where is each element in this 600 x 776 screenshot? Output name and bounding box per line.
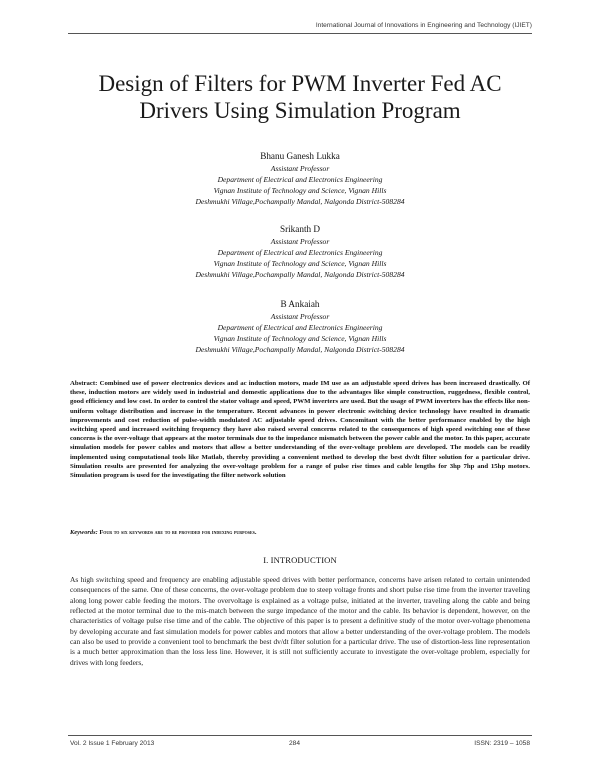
footer-issn: ISSN: 2319 – 1058 <box>474 740 530 747</box>
footer-page-number: 284 <box>289 740 301 747</box>
author-name: B Ankaiah <box>280 299 320 309</box>
author-institute: Vignan Institute of Technology and Science, Vignan Hills <box>213 259 387 268</box>
author-block-1 <box>60 150 540 207</box>
journal-header: International Journal of Innovations in Engineering and Technology (IJIET) <box>315 22 532 29</box>
abstract-text: Combined use of power electronics devices and ac induction motors, made IM use as an adjustable speed drives has been increased drastically. Of these, induction motors are widely used in industrial and domestic applications due to the advantages like simple construction, ruggedness, flexible control, good efficiency and low cost. In order to control the stator voltage and speed, PWM inverters are used. But the usage of PWM inverters has the effects like non-uniform voltage distribution and increase in the temperature. Recent advances in power electronic switching device technology have resulted in dramatic improvements and cost reduction of pulse-width modulated AC adjustable speed drives. Concomitant with the better performance enabled by the high switching speed and increased switching frequency they have also raised several concerns related to the consequences of high speed switching one of these concerns is the over-voltage that appears at the motor terminals due to the impedance mismatch between the power cable and the motor. In this paper, accurate simulation models for power cables and motors that allow a better understanding of the over-voltage problem are developed. The models can be readily implemented using computational tools like Matlab, thereby providing a convenient method to develop the best dv/dt filter solution for a particular drive. Simulation results are presented for analyzing the over-voltage problem for a range of pulse rise times and cable lengths for 3hp 7hp and 15hp motors. Simulation program is used for the investigating the filter network solution <box>70 380 530 480</box>
paper-title <box>60 70 540 124</box>
abstract-label: Abstract: <box>70 380 98 387</box>
author-institute: Vignan Institute of Technology and Science, Vignan Hills <box>213 186 387 195</box>
keywords <box>70 529 530 536</box>
footer-volume: Vol. 2 Issue 1 February 2013 <box>70 740 155 747</box>
author-department: Department of Electrical and Electronics Engineering <box>217 248 383 257</box>
author-name: Bhanu Ganesh Lukka <box>260 151 340 161</box>
header-divider <box>68 33 532 34</box>
author-department: Department of Electrical and Electronics Engineering <box>217 323 383 332</box>
author-address: Deshmukhi Village,Pochampally Mandal, Nalgonda District-508284 <box>195 270 405 279</box>
abstract <box>70 379 530 480</box>
author-institute: Vignan Institute of Technology and Science, Vignan Hills <box>213 334 387 343</box>
introduction-paragraph: As high switching speed and frequency are enabling adjustable speed drives with better performance, concerns have arisen related to certain unintended consequences of the same. One of these concerns, the over-voltage problem due to steep voltage fronts and short pulse rise time from the inverter traveling along long power cable feeding the motors. The overvoltage is explained as a voltage pulse, initiated at the inverter, traveling along the cable and being reflected at the motor terminal due to the mis-match between the surge impedance of the motor and the cable. Its behavior is dependent, however, on the characteristics of voltage pulse rise time and of the cable. The objective of this paper is to present a definitive study of the motor over-voltage phenomena by developing accurate and fast simulation models for power cables and motors that allow a better understanding of the over-voltage problem. The models can also be used to provide a convenient tool to benchmark the best dv/dt filter solution for a particular drive. The use of distortion-less line representation is a much better approximation than the loss less line. However, it is still not sufficiently accurate to investigate the over-voltage problem, especially for drives with long feeders, <box>70 575 530 667</box>
keywords-text: Four to six keywords are to be provided for indexing purposes. <box>99 529 257 536</box>
author-name: Srikanth D <box>279 224 321 234</box>
title-line-2: Drivers Using Simulation Program <box>139 98 461 123</box>
section-heading: I. INTRODUCTION <box>263 555 337 565</box>
author-address: Deshmukhi Village,Pochampally Mandal, Nalgonda District-508284 <box>195 345 405 354</box>
author-position: Assistant Professor <box>270 237 330 246</box>
author-block-3 <box>60 298 540 355</box>
author-address: Deshmukhi Village,Pochampally Mandal, Nalgonda District-508284 <box>195 197 405 206</box>
author-department: Department of Electrical and Electronics Engineering <box>217 175 383 184</box>
author-block-2 <box>60 223 540 280</box>
author-position: Assistant Professor <box>270 164 330 173</box>
title-line-1: Design of Filters for PWM Inverter Fed AC <box>98 71 502 96</box>
author-position: Assistant Professor <box>270 312 330 321</box>
keywords-label: Keywords: <box>70 529 98 536</box>
footer-divider <box>68 735 532 736</box>
